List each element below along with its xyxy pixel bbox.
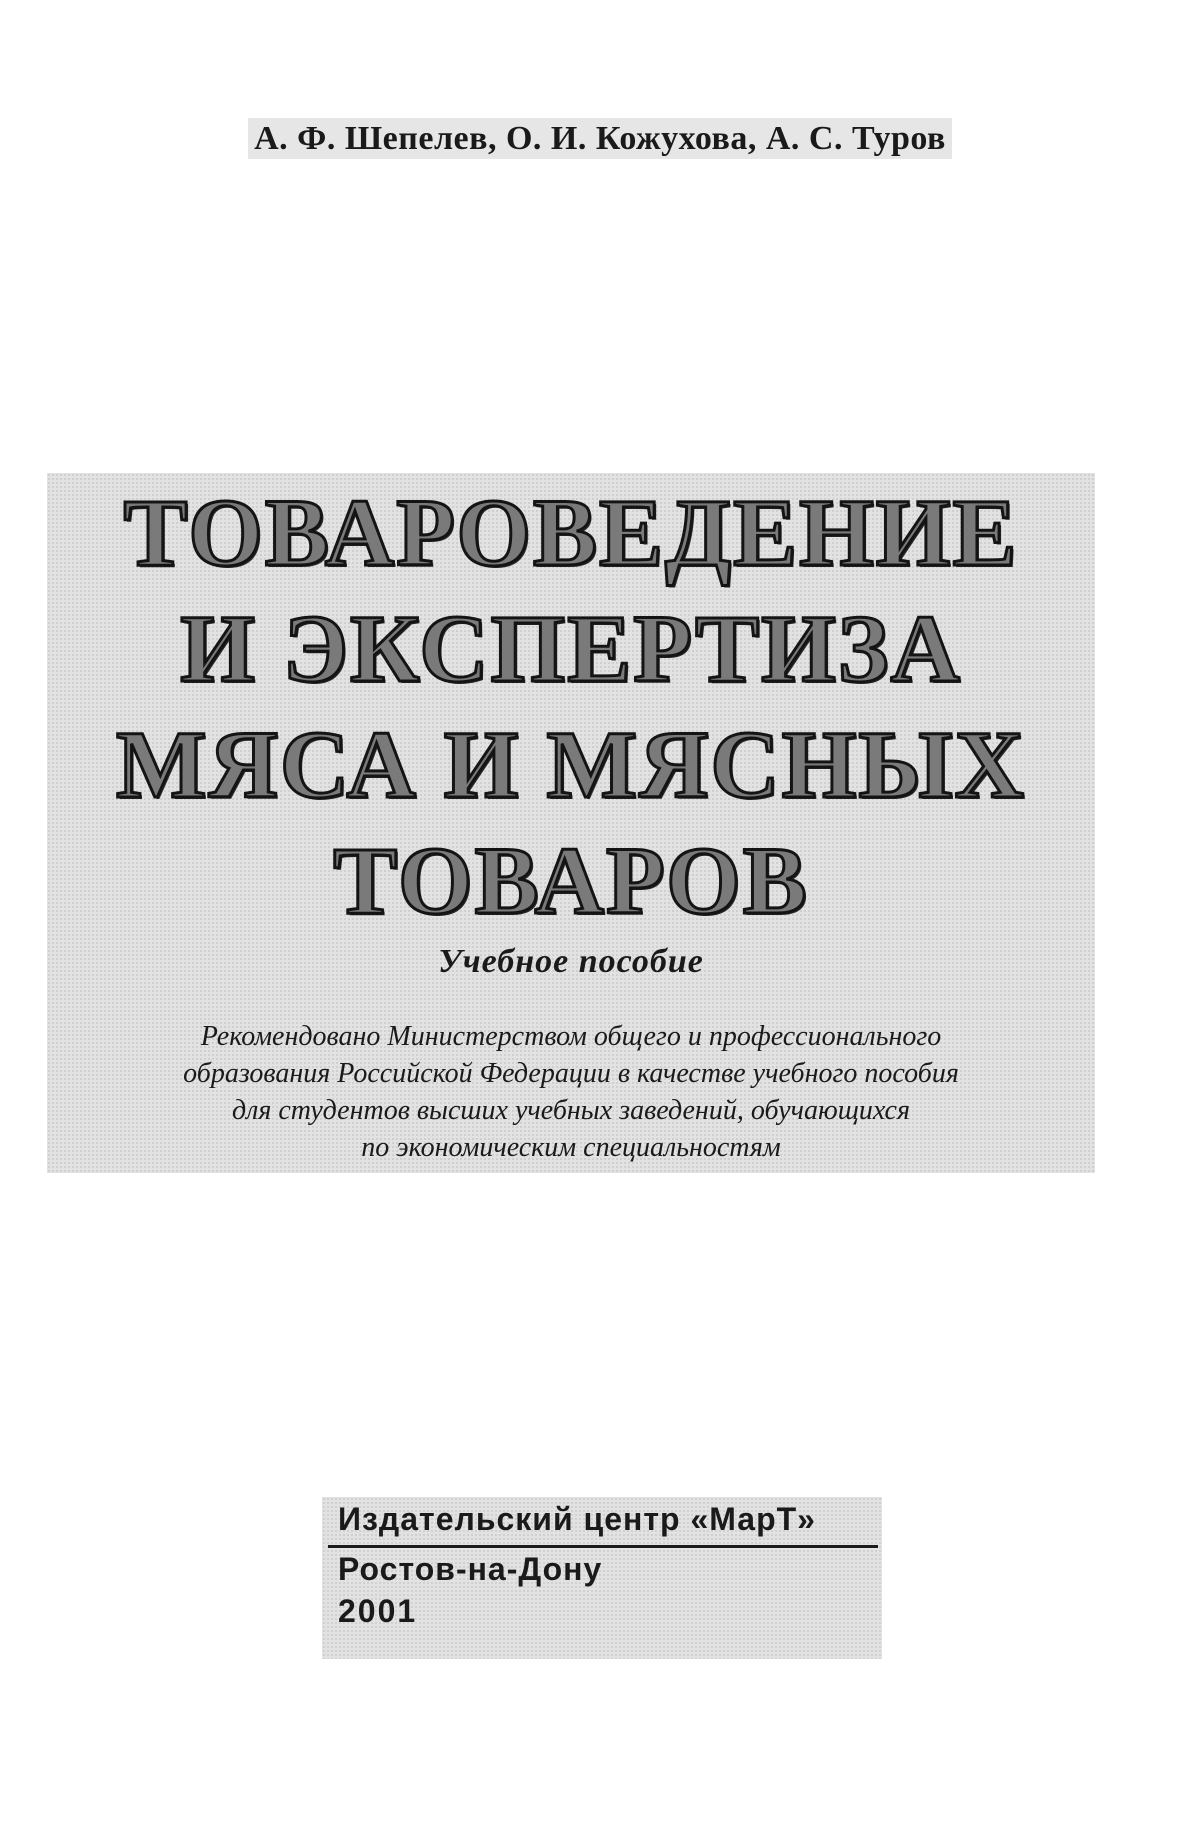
authors-text: А. Ф. Шепелев, О. И. Кожухова, А. С. Туров [248,118,952,159]
title-line-4: ТОВАРОВ [333,827,809,934]
publisher-city: Ростов-на-Дону [338,1551,603,1587]
authors [0,120,1200,158]
recommendation-line-3: для студентов высших учебных заведений, обучающихся [231,1095,910,1126]
recommendation-line-2: образования Российской Федерации в качестве учебного пособия [183,1058,959,1089]
title-block [47,473,1095,1173]
subtitle: Учебное пособие [438,943,704,980]
title-line-2: И ЭКСПЕРТИЗА [180,595,962,702]
recommendation-line-4: по экономическим специальностям [361,1132,781,1163]
title-line-1: ТОВАРОВЕДЕНИЕ [123,479,1019,586]
publisher-block [322,1497,882,1659]
recommendation-text [47,1018,1095,1166]
publisher-divider [328,1545,878,1548]
publication-year: 2001 [338,1593,418,1629]
title-line-3: МЯСА И МЯСНЫХ [115,711,1026,818]
publisher-name: Издательский центр «МарТ» [338,1501,816,1537]
recommendation-line-1: Рекомендовано Министерством общего и профессионального [200,1021,942,1052]
